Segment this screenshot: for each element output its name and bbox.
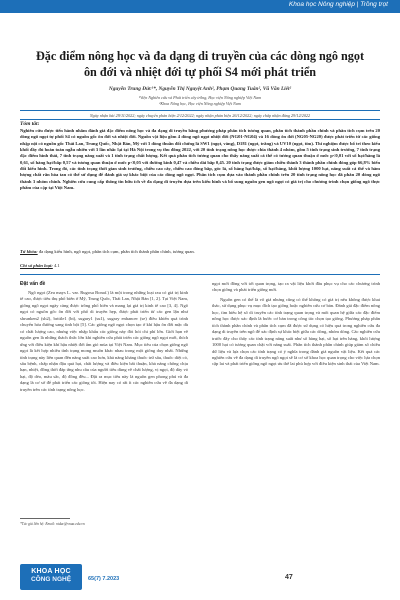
page-footer: [0, 552, 400, 600]
footnote-rule: [20, 518, 70, 519]
abstract-heading: Tóm tắt:: [20, 121, 40, 127]
running-head: Khoa học Nông nghiệp | Trồng trọt: [288, 1, 388, 8]
author-list: Nguyễn Trung Đức¹*, Nguyễn Thị Nguyệt Anh², Phạm Quang Tuân², Vũ Văn Liết²: [108, 86, 292, 92]
logo-line-2: CÔNG NGHỆ: [30, 576, 72, 583]
keywords-text: đa dạng kiểu hình, ngô ngọt, phân tích cụm, phân tích thành phần chính, tương quan.: [38, 249, 195, 254]
body-column-right: [212, 281, 380, 368]
article-dates: Ngày nhận bài 29/11/2022; ngày chuyển phản biện 2/12/2022; ngày nhận phản biện 26/12/2022; ngày chấp nhận đăng 29/12/2022: [89, 113, 311, 118]
divider-dates: [20, 119, 380, 120]
classification: [20, 263, 60, 268]
classification-label: Chỉ số phân loại:: [20, 263, 53, 268]
footnote: *Tác giả liên hệ: Email: ntduc@vnua.edu.vn: [20, 522, 85, 526]
header-bar: [0, 0, 400, 13]
divider-top: [20, 110, 380, 111]
article-title: Đặc điểm nông học và đa dạng di truyền của các dòng ngô ngọt ôn đới và nhiệt đới tự phối S4 mới phát triển: [35, 49, 365, 79]
classification-value: 4.1: [53, 263, 60, 268]
paragraph: Nguồn gen có thể là vô giá nhưng cũng có thể không có giá trị nếu không được khai thác, sử dụng phục vụ mục đích tạo giống hoặc nghiên cứu cơ bản. Đánh giá đặc điểm nông học, tìm hiểu hệ số di truyền các tính trạng quan trọng và mối quan hệ giữa các đặc điểm nông học được xác định là bước cơ bản trong công tác chọn tạo giống. Phương pháp phân tích thành phần chính và phân tích cụm đã được sử dụng có hiệu quả trong nghiên cứu đa dạng di truyền trên ngô để xác định sự khác biệt giữa các dòng, nhóm dòng. Các nghiên cứu trước đây cho thấy các tính trạng năng suất như số hàng hạt, số hạt trên hàng, khối lượng 1000 hạt có tương quan chặt với năng suất. Phân tích thành phần chính giúp giảm số chiều dữ liệu và lựa chọn các tính trạng có ý nghĩa trong đánh giá nguồn vật liệu. Kết quả các nghiên cứu về đa dạng di truyền ngô ngọt sẽ là cơ sở khoa học quan trọng cho việc lựa chọn cặp lai và phát triển giống ngô ngọt ưu thế lai phù hợp với điều kiện sinh thái của Việt Nam.: [212, 296, 380, 367]
section-heading: Đặt vấn đề: [20, 281, 46, 287]
paragraph: ngọt mới đồng với tới quan trọng, tạo ra vật liệu khởi đầu phục vụ cho các chương trình chọn giống và phát triển giống mới.: [212, 281, 380, 293]
keywords: [20, 249, 380, 255]
issue-number: 65(7) 7.2023: [88, 576, 120, 582]
divider-body: [20, 274, 380, 275]
logo-line-1: KHOA HỌC: [31, 568, 71, 575]
affiliation-2: ²Khoa Nông học, Học viện Nông nghiệp Việt Nam: [159, 101, 241, 106]
abstract-text: Nghiên cứu được tiến hành nhằm đánh giá đặc điểm nông học và đa dạng di truyền bằng phương pháp phân tích tương quan, phân tích thành phần chính và phân tích cụm trên 20 dòng ngô ngọt tự phối S4 có nguồn gốc ôn đới và nhiệt đới. Nguồn vật liệu gồm 4 dòng ngô ngọt nhiệt đới (NG01-NG04) và 16 dòng ôn đới (NG05-NG20) được phát triển từ các giống nhập nội có nguồn gốc Thái Lan, Trung Quốc, Nhật Bản, Mỹ với 3 dòng thuần đối chứng là SW1 (ngọt, vàng), D181 (ngọt, trắng) và UV10 (ngọt, tím). Thí nghiệm được bố trí theo kiểu khối đầy đủ hoàn toàn ngẫu nhiên với 3 lần nhắc lại tại Hà Nội trong vụ thu đông 2022, với 20 tính trạng nông học được chia thành 4 nhóm, gồm 5 tính trạng sinh trưởng, 7 tính trạng đặc điểm hình thái, 7 tính trạng năng suất và 1 tính trạng chất lượng. Kết quả phân tích tương quan cho thấy năng suất cá thể có tương quan thuận ở mức p<0,01 với số hạt/hàng là 0,61, số hàng hạt/bắp 0,57 và tương quan thuận ở mức p<0,05 với đường kính 0,47 và chiều dài bắp 0,45. 20 tính trạng được giảm chiều thành 3 thành phần chính đóng góp 66,8% biến đổi kiểu hình. Trong đó, các tính trạng thời gian sinh trưởng, chiều cao cây, chiều cao đóng bắp, góc lá, số hàng hạt/bắp, số hạt/hàng, khối lượng 1000 hạt, năng suất cá thể và hàm lượng chất rắn hòa tan có thể sử dụng để đánh giá sự khác biệt của các dòng ngô ngọt. Phân tích cụm dựa vào thành phần chính trên 20 tính trạng nông học đã phân 20 dòng ngô thành 3 nhóm chính. Nghiên cứu cung cấp thông tin hữu ích về đa dạng di truyền dựa trên kiểu hình và bổ sung nguồn gen ngô ngọt có giá trị cho chương trình chọn giống ngô thực phẩm của cặp tại Việt Nam.: [20, 128, 380, 191]
affiliation-1: ¹Viện Nghiên cứu và Phát triển cây trồng, Học viện Nông nghiệp Việt Nam: [138, 95, 262, 100]
paragraph: Ngô ngọt (Zea mays L. var. Rugosa Bonaf.) là một trong những loại rau có giá trị kinh tế cao, được tiêu thụ phổ biến ở Mỹ, Trung Quốc, Thái Lan, Nhật Bản [1, 2]. Tại Việt Nam, giống ngô ngọt ngày càng được trồng phổ biến và mang lại giá trị kinh tế cao [3, 4]. Ngô ngọt có nguồn gốc ôn đới với phổ di truyền hẹp, được phát triển từ các gen lặn như shrunken2 (sh2), brittle1 (bt), sugary1 (su1), sugary enhancer (se) điều khiển quá trình chuyển hóa đường sang tinh bột [5]. Các giống ngô ngọt chọn tạo ở khí hậu ôn đới mặc dù có chất lượng cao, nhưng việc nhập khẩu các giống này đòi hỏi chi phí lớn. Giới hạn về nguồn gen là những thách thức lớn khi nghiên cứu phát triển các giống ngô ngọt mới, thích ứng với điều kiện khí hậu nhiệt đới ẩm gió mùa tại Việt Nam. Mục tiêu của chọn giống ngô ngọt là kết hợp nhiều tính trạng mong muốn khác nhau trong một giống duy nhất. Những tính trạng này liên quan đến năng suất cao hơn, khả năng kháng thuốc trừ sâu, thuốc diệt cỏ, sâu bệnh, chấp nhận đậu quả hạt, chất lượng và điều kiện bất thuận, khả năng chống chịu hạn, nhiệt, đồng thời đáp ứng nhu cầu của người tiêu dùng về chất lượng, vị ngọt, độ dày vỏ hạt, độ dẻo, màu sắc, độ đồng đều... Đặt ra mục tiêu này là nguồn gen phong phú và đa dạng là cơ sở để phát triển các giống tốt. Hiện nay có rất ít các nghiên cứu về đa dạng di truyền trên các tính trạng nông học.: [20, 290, 188, 392]
body-column-left: [20, 290, 188, 393]
journal-logo: [20, 564, 82, 590]
page-number: 47: [285, 574, 293, 581]
keywords-label: Từ khóa:: [20, 249, 38, 254]
